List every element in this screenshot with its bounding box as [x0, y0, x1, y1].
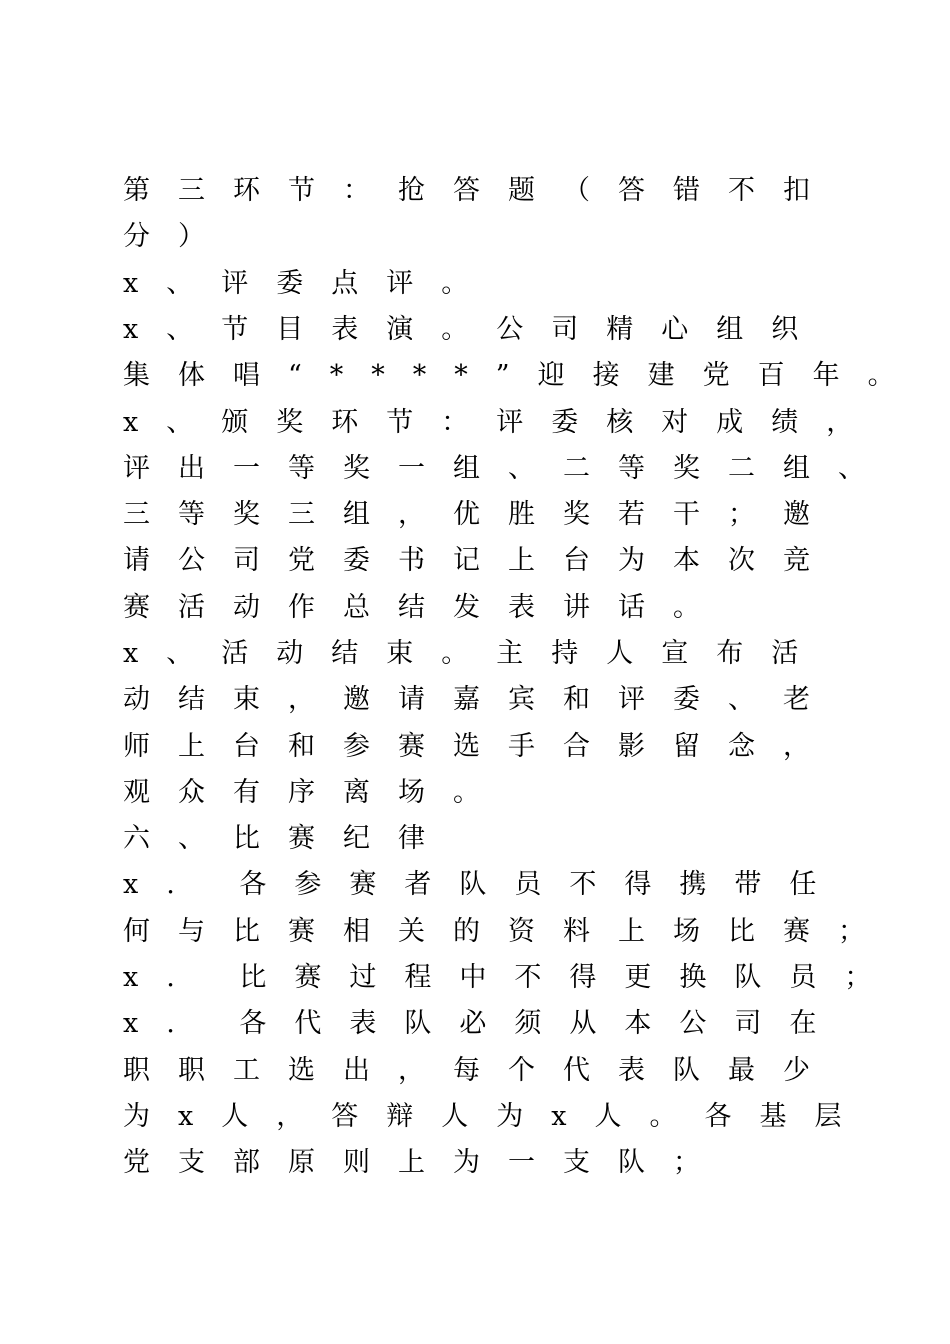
text-line-1: 第三环节：抢答题（答错不扣: [123, 175, 838, 206]
text-line-17: 何与比赛相关的资料上场比赛；: [123, 916, 893, 947]
text-line-6: x、颁奖环节：评委核对成绩，: [123, 407, 882, 438]
text-line-7: 评出一等奖一组、二等奖二组、: [123, 453, 893, 484]
text-line-10: 赛活动作总结发表讲话。: [123, 592, 728, 623]
text-line-14: 观众有序离场。: [123, 777, 508, 808]
text-line-9: 请公司党委书记上台为本次竞: [123, 545, 838, 576]
text-line-22: 党支部原则上为一支队；: [123, 1147, 728, 1178]
text-line-11: x、活动结束。主持人宣布活: [123, 638, 827, 669]
text-line-20: 职职工选出，每个代表队最少: [123, 1055, 838, 1086]
text-line-5: 集体唱“****”迎接建党百年。: [123, 360, 923, 391]
text-line-19: x. 各代表队必须从本公司在: [123, 1008, 845, 1039]
text-line-18: x. 比赛过程中不得更换队员；: [123, 962, 900, 993]
text-line-2: 分）: [123, 221, 233, 252]
text-line-13: 师上台和参赛选手合影留念，: [123, 731, 838, 762]
section-heading: 六、比赛纪律: [123, 823, 453, 854]
text-line-12: 动结束，邀请嘉宾和评委、老: [123, 684, 838, 715]
text-line-3: x、评委点评。: [123, 268, 497, 299]
text-line-4: x、节目表演。公司精心组织: [123, 314, 827, 345]
text-line-21: 为x人，答辩人为x人。各基层: [123, 1101, 870, 1132]
text-line-16: x. 各参赛者队员不得携带任: [123, 869, 845, 900]
text-line-8: 三等奖三组，优胜奖若干；邀: [123, 499, 838, 530]
